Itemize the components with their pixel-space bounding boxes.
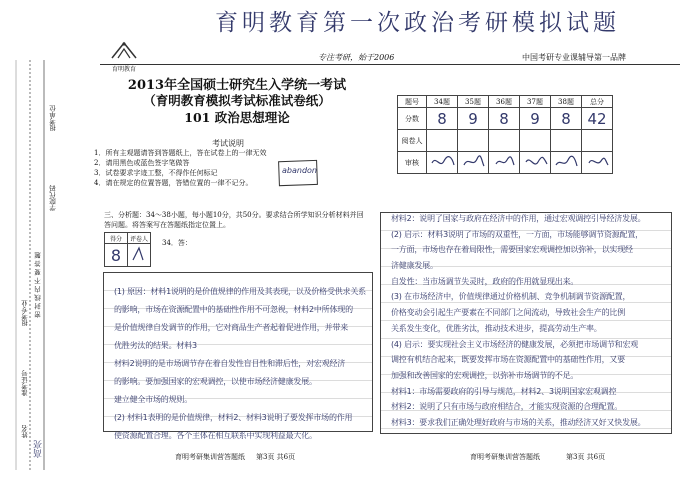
score-table-header-label: 题号	[398, 96, 427, 108]
score-total-cell: 42	[582, 108, 613, 130]
score-table	[397, 95, 613, 174]
score-row-label: 分数	[398, 108, 427, 130]
grader-cell	[582, 130, 613, 152]
answer-line: 优胜劣汰的结果。材料3	[114, 341, 197, 350]
right-answer-text	[381, 213, 671, 433]
answer-line: (3) 在市场经济中，价值规律通过价格机制、竞争机制调节资源配置，	[391, 292, 631, 302]
score-cell: 8	[551, 108, 582, 130]
review-signature-cell	[458, 152, 489, 174]
left-footer-page: 第3页 共6页	[256, 453, 296, 461]
notes-title: 考试说明	[212, 139, 244, 148]
answer-line: 的影响，市场在资源配置中的基础性作用不可忽视，材料2中所体现的	[114, 305, 353, 314]
logo-text: 育明教育	[111, 66, 136, 73]
stamp-word: abandon	[282, 166, 317, 175]
logo-icon	[104, 40, 144, 60]
score-table-col: 38题	[551, 96, 582, 108]
answer-line: 加强和改善国家的宏观调控，以弥补市场调节的不足。	[391, 370, 579, 380]
answer-line: 济健康发展。	[391, 261, 438, 271]
answer-line: 一方面，市场也存在着局限性，需要国家宏观调控加以弥补，以实现经	[391, 245, 633, 255]
exam-title-line1: 2013年全国硕士研究生入学统一考试	[127, 78, 347, 93]
right-footer-caption: 育明考研集训营答题纸	[470, 453, 540, 461]
spine-label-unit: 报考单位	[49, 105, 57, 131]
spine-label-code: 学院代码	[49, 185, 57, 211]
right-footer-page: 第3页 共6页	[566, 453, 606, 461]
handwritten-title: 育明教育第一次政治考研模拟试题	[215, 10, 620, 36]
right-answer-sheet	[380, 212, 672, 434]
review-signature-cell	[520, 152, 551, 174]
exam-title-line3: 101 政治思想理论	[184, 110, 290, 125]
header-slogan: 专注考研，始于2006	[318, 53, 395, 62]
score-table-col: 35题	[458, 96, 489, 108]
header-right-title: 中国考研专业课辅导第一品牌	[522, 53, 626, 62]
score-row-label: 阅卷人	[398, 130, 427, 152]
answer-line: (4) 启示：要实现社会主义市场经济的健康发展，必须把市场调节和宏观	[391, 339, 639, 349]
spine-label-major: 报考专业	[21, 300, 29, 326]
grader-cell	[427, 130, 458, 152]
review-signature-cell	[489, 152, 520, 174]
spine-label-examno: 准考证号	[21, 370, 29, 396]
score-cell: 9	[520, 108, 551, 130]
answer-line: 材料3：要求我们正确处理好政府与市场的关系，推动经济又好又快发展。	[391, 417, 646, 427]
spine-lines	[0, 0, 62, 494]
note-item: 3．试卷要求字迹工整，不得作任何标记	[94, 169, 218, 177]
answer-line: (1) 原因：材料1说明的是价值规律的作用及其表现，以及价格受供求关系	[114, 287, 366, 296]
score-table-col: 总分	[582, 96, 613, 108]
binding-spine	[0, 0, 62, 494]
spine-handwritten-name: 高亮	[34, 440, 44, 458]
mini-grader-cell	[128, 244, 151, 267]
answer-line: 材料2说明的是市场调节存在着自发性盲目性和滞后性，对宏观经济	[114, 359, 346, 368]
answer-line: 自发性：当市场调节失灵时，政府的作用就显现出来。	[391, 276, 579, 286]
answer-line: 使资源配置合理。各个主体在相互联系中实现利益最大化。	[114, 431, 317, 440]
answer-line: 材料1：市场需要政府的引导与规范，材料2、3说明国家宏观调控	[391, 386, 617, 396]
answer-line: 调控有机结合起来，既要发挥市场在资源配置中的基础性作用，又要	[391, 355, 625, 365]
left-answer-sheet	[103, 272, 373, 440]
grader-cell	[489, 130, 520, 152]
answer-line: 关系发生变化，优胜劣汰，推动技术进步，提高劳动生产率。	[391, 323, 602, 333]
score-row-label: 审核	[398, 152, 427, 174]
mini-header-score: 得分	[105, 233, 128, 244]
answer-line: 价格变动会引起生产要素在不同部门之间流动，导致社会生产的比例	[391, 308, 625, 318]
spine-seal-warning: 密封线内不要答题	[34, 250, 42, 318]
answer-line: (2) 材料1表明的是价值规律，材料2、材料3说明了要发挥市场的作用	[114, 413, 353, 422]
score-cell: 8	[427, 108, 458, 130]
note-item: 4．请在规定的位置答题，答错位置的一律不记分。	[94, 179, 253, 187]
question-instructions: 三、分析题：34～38小题，每小题10分，共50分。要求结合所学知识分析材料并回答问题。将答案写在答题纸指定位置上。	[104, 211, 364, 229]
note-item: 1．所有主观题请答到答题纸上，答在试卷上的一律无效	[94, 149, 267, 157]
answer-line: 材料2：说明了只有市场与政府相结合，才能实现资源的合理配置。	[391, 402, 623, 412]
review-signature-cell	[427, 152, 458, 174]
mini-score-value: 8	[105, 244, 128, 267]
question-number: 34．答：	[162, 239, 192, 247]
answer-line: 的影响。要加强国家的宏观调控，以使市场经济健康发展。	[114, 377, 317, 386]
score-table-col: 34题	[427, 96, 458, 108]
spine-label-name: 姓名	[21, 425, 29, 438]
handwritten-stamp-box	[277, 158, 321, 188]
review-signature-cell	[582, 152, 613, 174]
score-cell: 9	[458, 108, 489, 130]
note-item: 2．请用黑色或蓝色签字笔做答	[94, 159, 190, 167]
grader-cell	[458, 130, 489, 152]
answer-line: 是价值规律自发调节的作用，它对商品生产者起着促进作用，并带来	[114, 323, 348, 332]
review-signature-cell	[551, 152, 582, 174]
header-rule	[100, 64, 680, 65]
score-table-col: 36题	[489, 96, 520, 108]
left-answer-text	[104, 273, 372, 448]
score-table-col: 37题	[520, 96, 551, 108]
mini-header-grader: 评卷人	[128, 233, 151, 244]
exam-title-line2: （育明教育模拟考试标准试卷纸）	[143, 93, 331, 108]
answer-line: 材料2：说明了国家与政府在经济中的作用，通过宏观调控引导经济发展。	[391, 214, 646, 223]
mini-score-table	[104, 232, 151, 267]
grader-cell	[520, 130, 551, 152]
answer-line: 建立健全市场的规则。	[114, 395, 192, 404]
grader-cell	[551, 130, 582, 152]
left-footer-caption: 育明考研集训营答题纸	[175, 453, 245, 461]
score-cell: 8	[489, 108, 520, 130]
answer-line: (2) 启示：材料3说明了市场的双重性，一方面，市场能够调节资源配置，	[391, 229, 643, 239]
